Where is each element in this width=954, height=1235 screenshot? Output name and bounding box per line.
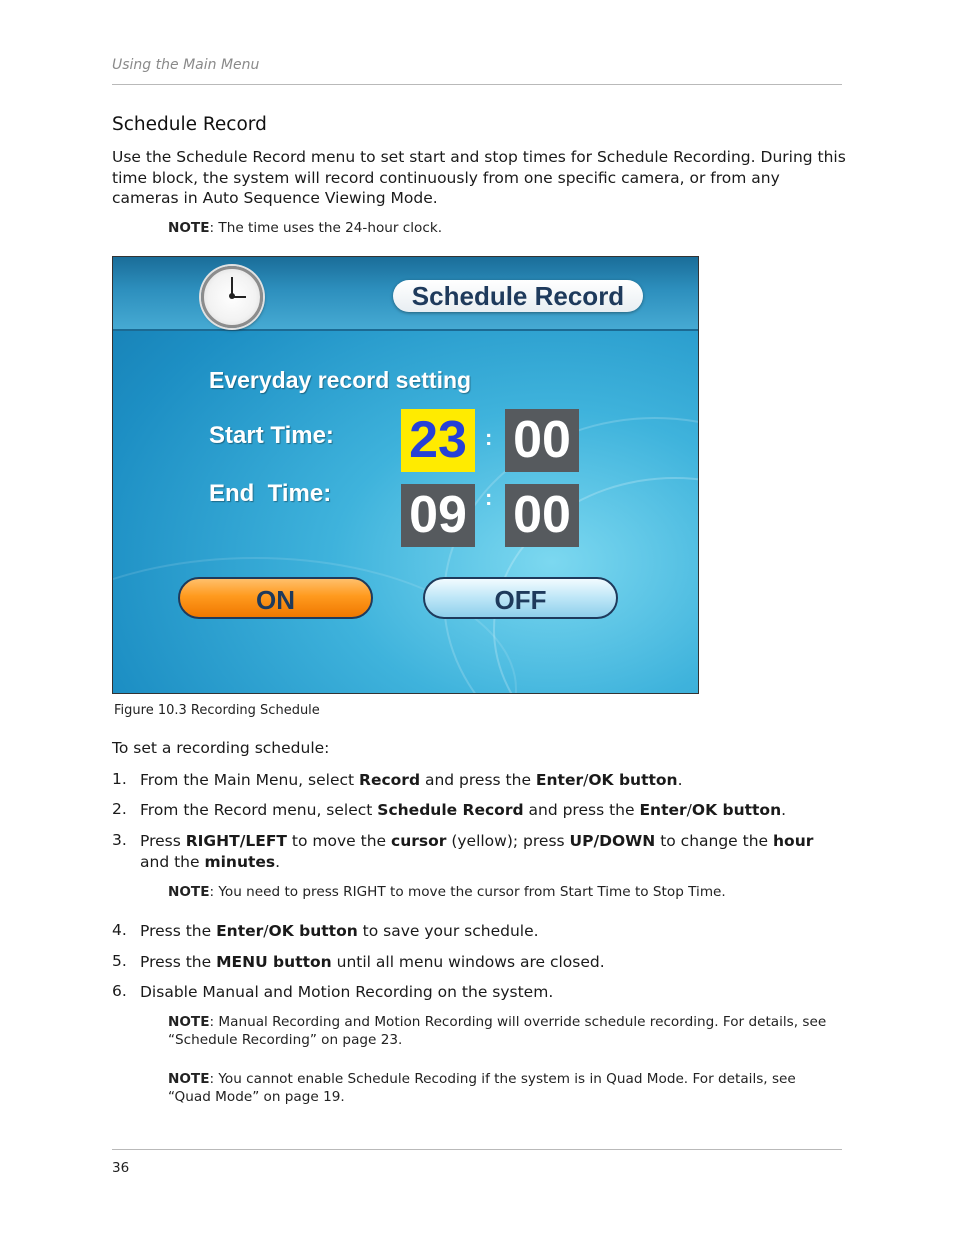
note-text: : The time uses the 24-hour clock.	[209, 220, 443, 236]
end-time-label: End Time:	[209, 480, 332, 507]
footer-rule	[112, 1149, 842, 1150]
page-number: 36	[112, 1160, 130, 1176]
steps-intro: To set a recording schedule:	[112, 739, 330, 757]
note-text: : You cannot enable Schedule Recoding if the system is in Quad Mode. For details, see “Quad Mode” on page 19.	[168, 1071, 796, 1105]
everyday-heading: Everyday record setting	[209, 367, 472, 393]
step-number: 3.	[112, 831, 127, 849]
note-label: NOTE	[168, 1014, 210, 1030]
note-label: NOTE	[168, 1071, 210, 1087]
note-cursor	[168, 883, 843, 901]
figure-caption: Figure 10.3 Recording Schedule	[114, 703, 320, 718]
section-title: Schedule Record	[112, 114, 267, 135]
step-number: 1.	[112, 770, 127, 788]
step-text: Press the Enter/OK button to save your schedule.	[140, 922, 539, 940]
step-text: From the Main Menu, select Record and press the Enter/OK button.	[140, 771, 683, 789]
start-colon: :	[485, 425, 493, 450]
note-label: NOTE	[168, 884, 210, 900]
end-minute-field[interactable]: 00	[505, 484, 579, 547]
step-text: Press the MENU button until all menu windows are closed.	[140, 953, 605, 971]
step-number: 6.	[112, 982, 127, 1000]
step-text: Press RIGHT/LEFT to move the cursor (yellow); press UP/DOWN to change the hour and the minutes.	[140, 832, 814, 871]
on-button[interactable]: ON	[178, 577, 373, 619]
step-text: From the Record menu, select Schedule Record and press the Enter/OK button.	[140, 801, 787, 819]
step-text: Disable Manual and Motion Recording on the system.	[140, 983, 554, 1001]
figure-title: Schedule Record	[393, 280, 643, 312]
schedule-record-figure	[112, 256, 699, 694]
step-number: 5.	[112, 952, 127, 970]
note-24-hour	[168, 219, 442, 237]
header-rule	[112, 84, 842, 85]
step-number: 2.	[112, 800, 127, 818]
note-text: : Manual Recording and Motion Recording will override schedule recording. For details, see “Schedule Recording” on page 23.	[168, 1014, 827, 1048]
start-time-label: Start Time:	[209, 422, 334, 449]
note-manual-motion	[168, 1013, 843, 1049]
start-minute-field[interactable]: 00	[505, 409, 579, 472]
step-number: 4.	[112, 921, 127, 939]
intro-paragraph: Use the Schedule Record menu to set start and stop times for Schedule Recording. During this time block, the system will record continuously from one specific camera, or from any cameras in Auto Sequence Viewing Mode.	[112, 148, 846, 207]
running-head: Using the Main Menu	[112, 57, 260, 73]
clock-icon	[201, 266, 263, 328]
off-button[interactable]: OFF	[423, 577, 618, 619]
start-hour-field[interactable]: 23	[401, 409, 475, 472]
end-colon: :	[485, 485, 493, 510]
note-label: NOTE	[168, 220, 210, 236]
note-quad-mode	[168, 1070, 828, 1106]
end-hour-field[interactable]: 09	[401, 484, 475, 547]
note-text: : You need to press RIGHT to move the cursor from Start Time to Stop Time.	[209, 884, 726, 900]
